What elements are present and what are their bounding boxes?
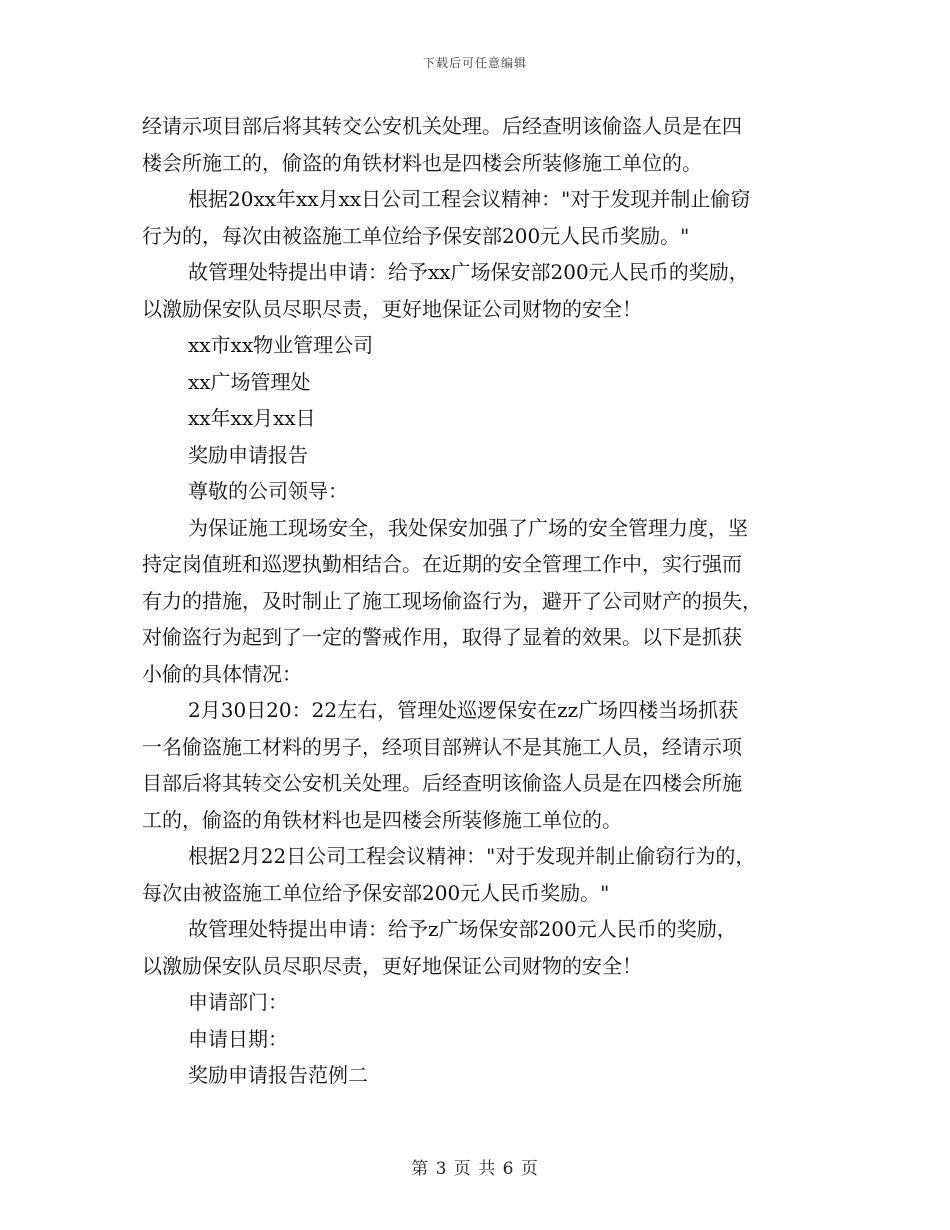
text-line: 楼会所施工的，偷盗的角铁材料也是四楼会所装修施工单位的。 (142, 150, 702, 175)
applicant-department: 申请部门： (188, 990, 288, 1014)
text-line: 持定岗值班和巡逻执勤相结合。在近期的安全管理工作中，实行强而 (142, 552, 742, 576)
section-title: 奖励申请报告范例二 (188, 1063, 368, 1087)
signature-office: xx广场管理处 (188, 369, 311, 394)
text-line: 行为的，每次由被盗施工单位给予保安部200元人民币奖励。" (142, 223, 690, 248)
signature-date: xx年xx月xx日 (188, 406, 316, 430)
text-line: 有力的措施，及时制止了施工现场偷盗行为，避开了公司财产的损失， (142, 588, 762, 613)
text-line: 故管理处特提出申请：给予xx广场保安部200元人民币的奖励， (188, 260, 749, 284)
signature-company: xx市xx物业管理公司 (188, 333, 374, 357)
text-line: 故管理处特提出申请：给予z广场保安部200元人民币的奖励， (188, 917, 737, 941)
text-line: 根据20xx年xx月xx日公司工程会议精神："对于发现并制止偷窃 (188, 187, 751, 211)
text-line: 以激励保安队员尽职尽责，更好地保证公司财物的安全！ (142, 953, 642, 978)
text-line: 以激励保安队员尽职尽责，更好地保证公司财物的安全！ (142, 296, 642, 321)
page-header: 下载后可任意编辑 (422, 56, 527, 70)
text-line: 经请示项目部后将其转交公安机关处理。后经查明该偷盗人员是在四 (142, 114, 742, 138)
text-line: 一名偷盗施工材料的男子，经项目部辨认不是其施工人员，经请示项 (142, 734, 742, 759)
text-line: 对偷盗行为起到了一定的警戒作用，取得了显着的效果。以下是抓获 (142, 625, 742, 649)
page-footer: 第 3 页 共 6 页 (411, 1159, 539, 1179)
text-line: 为保证施工现场安全，我处保安加强了广场的安全管理力度，坚 (188, 515, 748, 540)
salutation: 尊敬的公司领导： (188, 479, 348, 503)
text-line: 根据2月22日公司工程会议精神："对于发现并制止偷窃行为的， (188, 844, 756, 868)
text-line: 每次由被盗施工单位给予保安部200元人民币奖励。" (142, 880, 610, 905)
text-line: 工的，偷盗的角铁材料也是四楼会所装修施工单位的。 (142, 807, 622, 832)
text-line: 小偷的具体情况： (142, 661, 302, 686)
text-line: 2月30日20：22左右，管理处巡逻保安在zz广场四楼当场抓获 (188, 698, 739, 722)
document-body (142, 108, 814, 1094)
text-line: 目部后将其转交公安机关处理。后经查明该偷盗人员是在四楼会所施 (142, 771, 742, 795)
application-date: 申请日期： (188, 1026, 288, 1051)
section-title: 奖励申请报告 (188, 442, 308, 467)
